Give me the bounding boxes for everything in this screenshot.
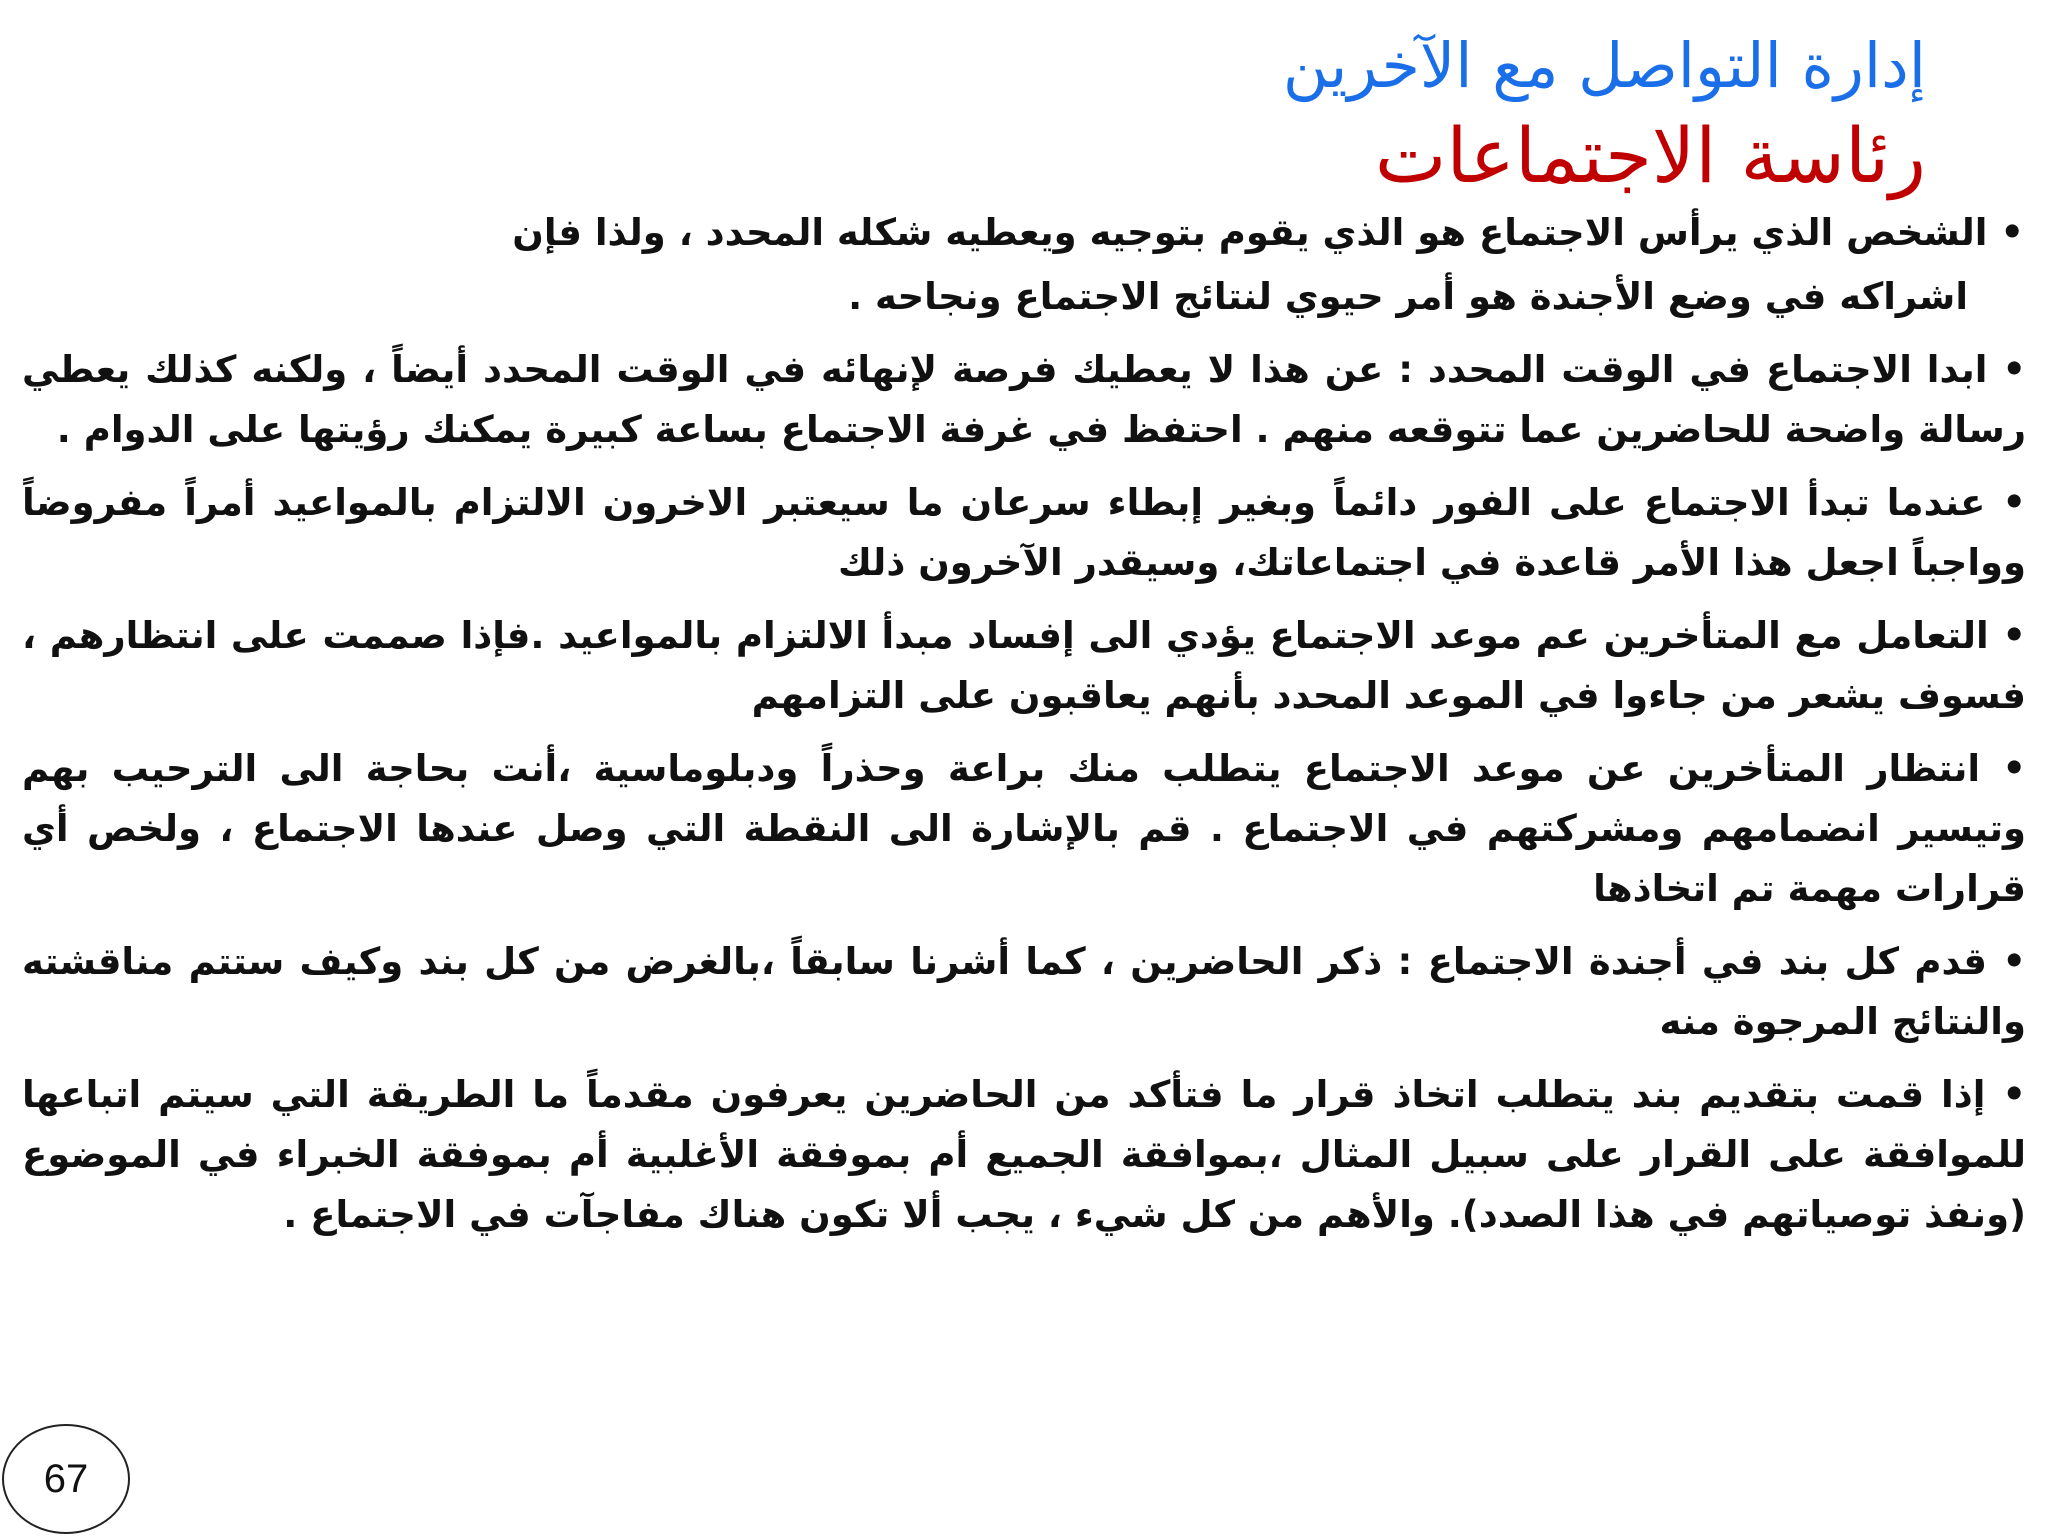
bullet-paragraph-continuation: اشراكه في وضع الأجندة هو أمر حيوي لنتائج الاجتماع ونجاحه .: [848, 275, 1968, 318]
page-number: 67: [43, 1456, 89, 1501]
bullet-paragraph: • ابدا الاجتماع في الوقت المحدد : عن هذا لا يعطيك فرصة لإنهائه في الوقت المحدد أيضاً ، ولكنه كذلك يعطي رسالة واضحة للحاضرين عما تتوقعه منهم . احتفظ في غرفة الاجتماع بساعة كبيرة يمكنك رؤيتها على الدوام .: [22, 348, 2026, 451]
bullet-paragraph: • الشخص الذي يرأس الاجتماع هو الذي يقوم بتوجيه ويعطيه شكله المحدد ، ولذا فإن: [512, 211, 2024, 254]
bullet-paragraph: • عندما تبدأ الاجتماع على الفور دائماً وبغير إبطاء سرعان ما سيعتبر الاخرون الالتزام بالمواعيد أمراً مفروضاً وواجباً اجعل هذا الأمر قاعدة في اجتماعاتك، وسيقدر الآخرون ذلك: [22, 481, 2026, 584]
bullet-paragraph: • إذا قمت بتقديم بند يتطلب اتخاذ قرار ما فتأكد من الحاضرين يعرفون مقدماً ما الطريقة التي سيتم اتباعها للموافقة على القرار على سبيل المثال ،بموافقة الجميع أم بموفقة الأغلبية أم بموفقة الخبراء في الموضوع (ونفذ توصياتهم في هذا الصدد). والأهم من كل شيء ، يجب ألا تكون هناك مفاجآت في الاجتماع .: [22, 1073, 2026, 1236]
slide-body: [22, 203, 2026, 1258]
bullet-paragraph: • التعامل مع المتأخرين عم موعد الاجتماع يؤدي الى إفساد مبدأ الالتزام بالمواعيد .فإذا صممت على انتظارهم ، فسوف يشعر من جاءوا في الموعد المحدد بأنهم يعاقبون على التزامهم: [22, 614, 2026, 717]
slide-subtitle: رئاسة الاجتماعات: [1374, 111, 1926, 200]
bullet-paragraph: • انتظار المتأخرين عن موعد الاجتماع يتطلب منك براعة وحذراً ودبلوماسية ،أنت بحاجة الى الترحيب بهم وتيسير انضمامهم ومشركتهم في الاجتماع . قم بالإشارة الى النقطة التي وصل عندها الاجتماع ، ولخص أي قرارات مهمة تم اتخاذها: [22, 747, 2026, 910]
page-number-badge: [2, 1424, 130, 1534]
slide-title: إدارة التواصل مع الآخرين: [1282, 29, 1926, 102]
bullet-paragraph: • قدم كل بند في أجندة الاجتماع : ذكر الحاضرين ، كما أشرنا سابقاً ،بالغرض من كل بند وكيف ستتم مناقشته والنتائج المرجوة منه: [22, 940, 2026, 1043]
